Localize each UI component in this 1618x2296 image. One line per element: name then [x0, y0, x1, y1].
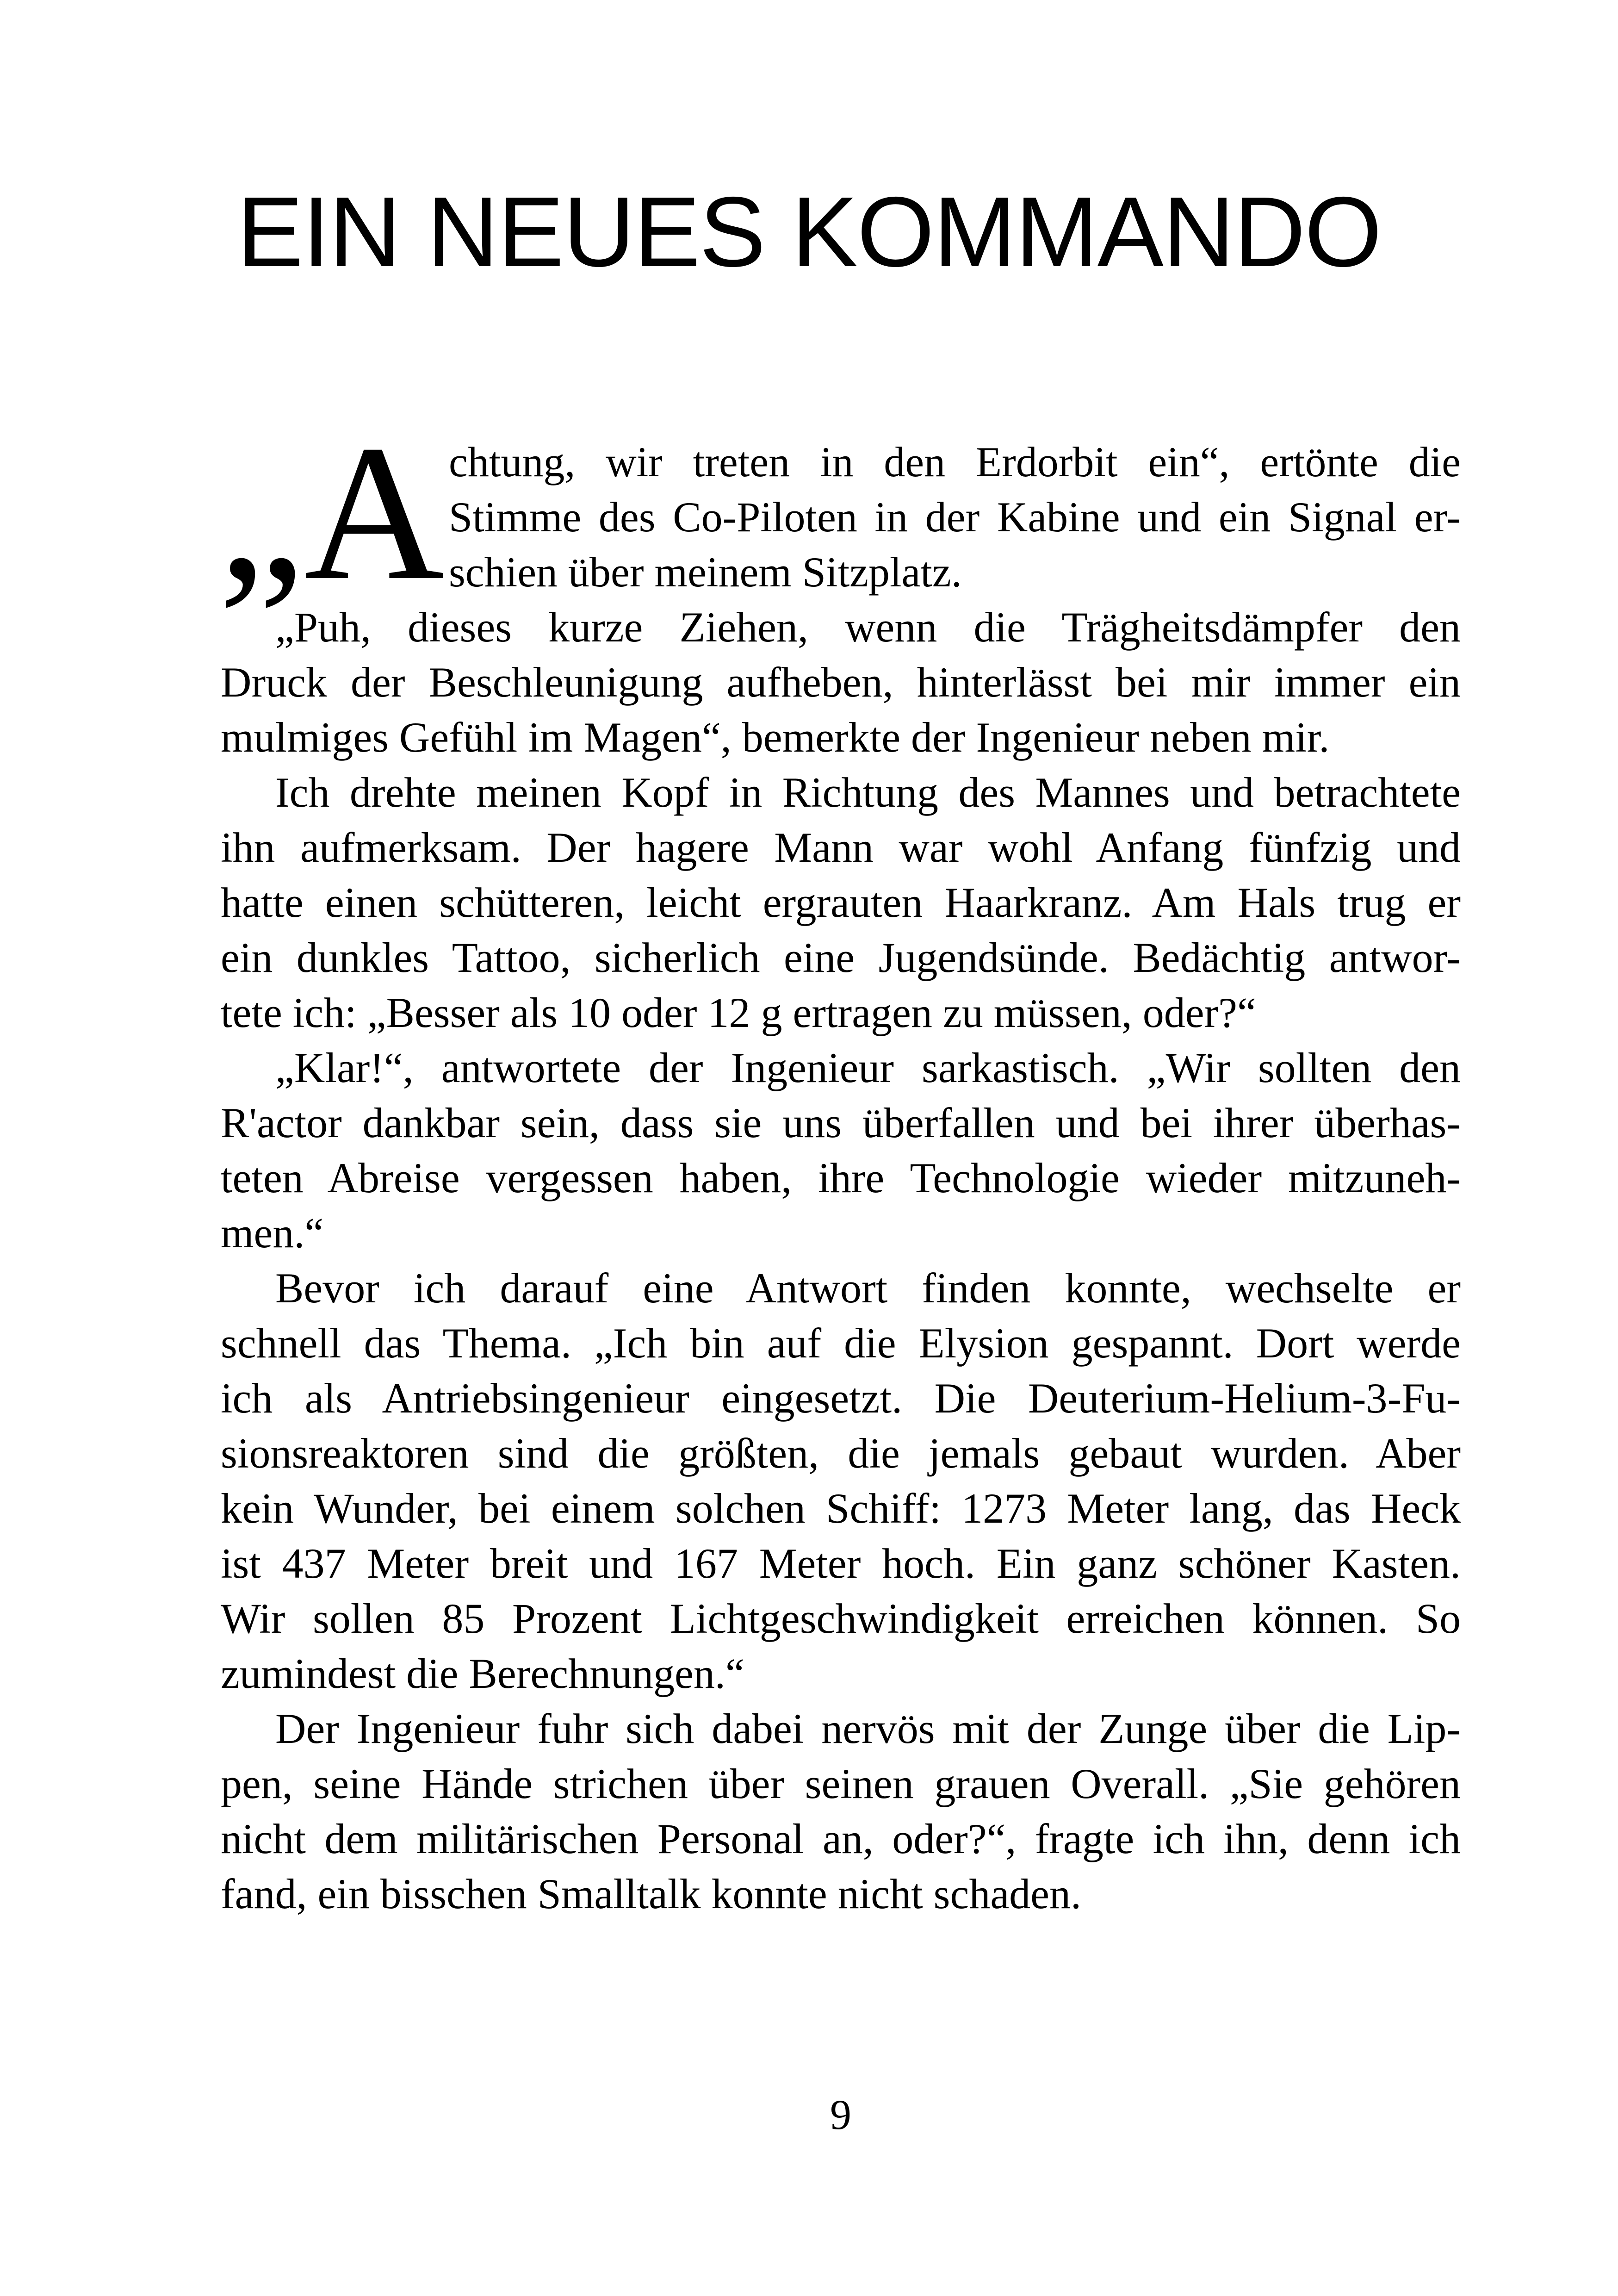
text-line: ihn aufmerksam. Der hagere Mann war wohl Anfang fünfzig und — [221, 824, 1461, 871]
text-line: hatte einen schütteren, leicht ergrauten Haarkranz. Am Hals trug er — [221, 879, 1461, 926]
text-line: „Puh, dieses kurze Ziehen, wenn die Trägheitsdämpfer den — [275, 604, 1461, 651]
text-line: sionsreaktoren sind die größten, die jemals gebaut wurden. Aber — [221, 1430, 1461, 1477]
paragraph — [221, 600, 1461, 765]
text-line: schien über meinem Sitzplatz. — [449, 548, 962, 596]
text-line: Bevor ich darauf eine Antwort finden konnte, wechselte er — [275, 1264, 1461, 1312]
page-number: 9 — [830, 2091, 851, 2138]
body-text — [218, 405, 1461, 1922]
paragraph — [221, 1040, 1461, 1261]
text-line: zumindest die Berechnungen.“ — [221, 1650, 744, 1697]
chapter-title: EIN NEUES KOMMANDO — [237, 176, 1381, 287]
text-line: „Klar!“, antwortete der Ingenieur sarkastisch. „Wir sollten den — [275, 1044, 1461, 1091]
text-line: nicht dem militärischen Personal an, oder?“, fragte ich ihn, denn ich — [221, 1815, 1461, 1862]
text-line: Ich drehte meinen Kopf in Richtung des Mannes und betrachtete — [275, 769, 1461, 816]
paragraph — [221, 765, 1461, 1040]
text-line: kein Wunder, bei einem solchen Schiff: 1273 Meter lang, das Heck — [221, 1485, 1461, 1532]
text-line: chtung, wir treten in den Erdorbit ein“, ertönte die — [449, 438, 1461, 485]
text-line: Druck der Beschleunigung aufheben, hinterlässt bei mir immer ein — [221, 659, 1461, 706]
paragraph — [221, 1261, 1461, 1701]
text-line: teten Abreise vergessen haben, ihre Technologie wieder mitzuneh- — [221, 1154, 1461, 1201]
text-line: Der Ingenieur fuhr sich dabei nervös mit der Zunge über die Lip- — [275, 1705, 1461, 1752]
text-line: ein dunkles Tattoo, sicherlich eine Jugendsünde. Bedächtig antwor- — [221, 934, 1461, 981]
text-line: schnell das Thema. „Ich bin auf die Elysion gespannt. Dort werde — [221, 1319, 1461, 1367]
text-line: Stimme des Co-Piloten in der Kabine und ein Signal er- — [449, 493, 1461, 541]
text-line: Wir sollen 85 Prozent Lichtgeschwindigkeit erreichen können. So — [221, 1595, 1461, 1642]
text-line: fand, ein bisschen Smalltalk konnte nicht schaden. — [221, 1870, 1081, 1917]
text-line: R'actor dankbar sein, dass sie uns überfallen und bei ihrer überhas- — [221, 1099, 1461, 1146]
text-line: pen, seine Hände strichen über seinen grauen Overall. „Sie gehören — [221, 1760, 1461, 1807]
text-line: men.“ — [221, 1209, 324, 1257]
text-line: ich als Antriebsingenieur eingesetzt. Die Deuterium-Helium-3-Fu- — [221, 1375, 1461, 1422]
drop-cap: „A — [218, 405, 445, 620]
paragraph — [221, 1701, 1461, 1922]
text-line: mulmiges Gefühl im Magen“, bemerkte der Ingenieur neben mir. — [221, 714, 1330, 761]
text-line: tete ich: „Besser als 10 oder 12 g ertragen zu müssen, oder?“ — [221, 989, 1256, 1036]
text-line: ist 437 Meter breit und 167 Meter hoch. Ein ganz schöner Kasten. — [221, 1540, 1461, 1587]
